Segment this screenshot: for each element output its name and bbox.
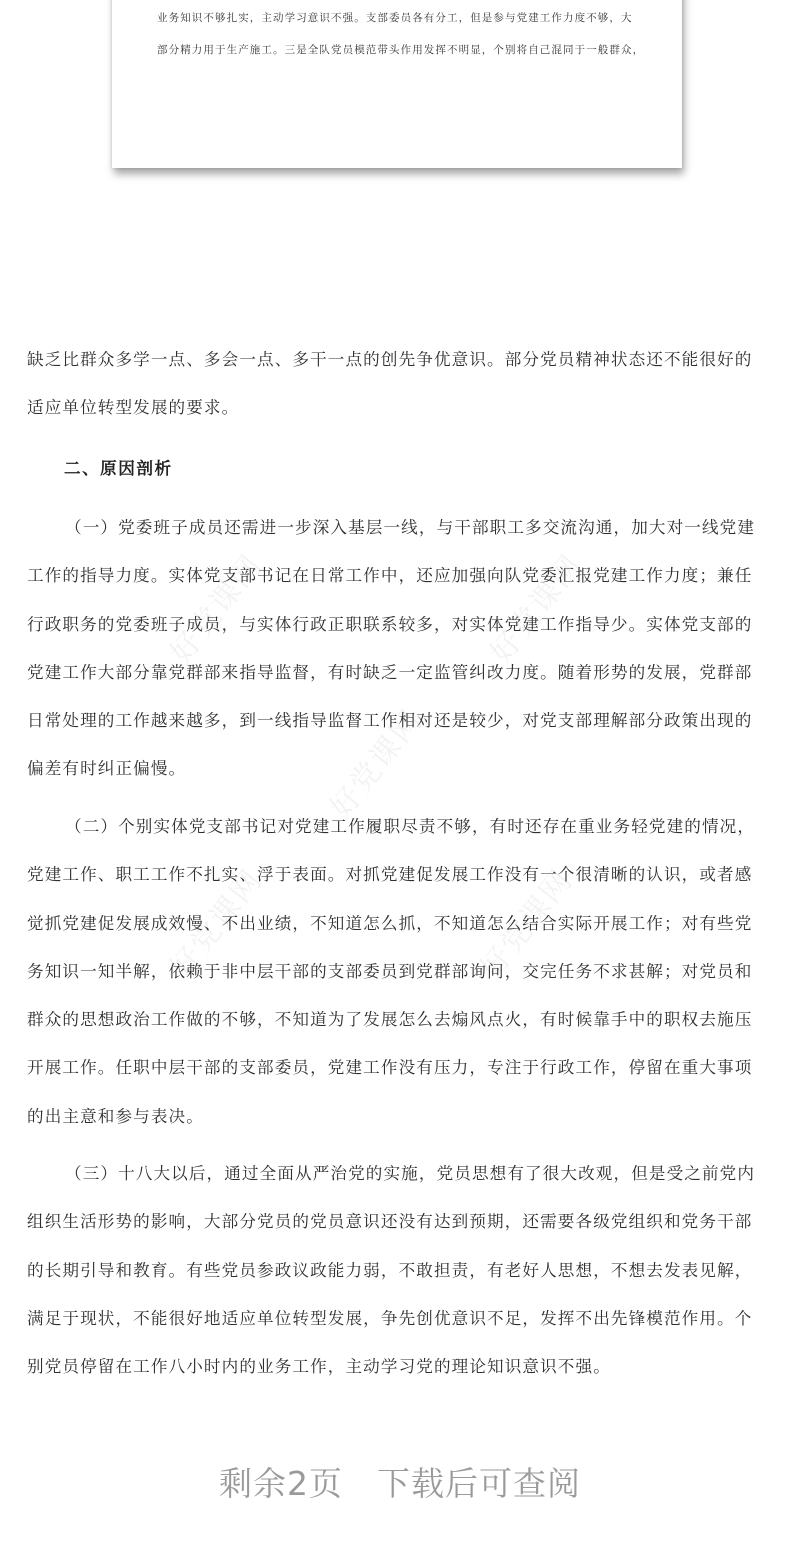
- text-line: 缺乏比群众多学一点、多会一点、多干一点的创先争优意识。部分党员精神状态还不能很好的: [27, 350, 753, 369]
- text-line: 行政职务的党委班子成员，与实体行政正职联系较多，对实体党建工作指导少。实体党支部的: [27, 615, 753, 634]
- watermark: 好党课网: [323, 702, 430, 826]
- text-line: 偏差有时纠正偏慢。: [27, 759, 187, 778]
- text-line: 党建工作大部分靠党群部来指导监督，有时缺乏一定监管纠改力度。随着形势的发展，党群部: [27, 663, 753, 682]
- text-line: 的长期引导和教育。有些党员参政议政能力弱，不敢担责，有老好人思想，不想去发表见解，: [27, 1261, 753, 1280]
- text-line: 的出主意和参与表决。: [27, 1107, 204, 1126]
- text-line: 党建工作、职工工作不扎实、浮于表面。对抓党建促发展工作没有一个很清晰的认识，或者感: [27, 865, 753, 884]
- text-line: 组织生活形势的影响，大部分党员的党员意识还没有达到预期，还需要各级党组织和党务干部: [27, 1212, 753, 1231]
- preview-line: 业务知识不够扎实，主动学习意识不强。支部委员各有分工，但是参与党建工作力度不够，大: [157, 12, 633, 24]
- watermark: 好党课网: [483, 547, 590, 671]
- text-line: 适应单位转型发展的要求。: [27, 398, 240, 417]
- text-line: 群众的思想政治工作做的不够，不知道为了发展怎么去煽风点火，有时候靠手中的职权去施压: [27, 1010, 753, 1029]
- text-line: （二）个别实体党支部书记对党建工作履职尽责不够，有时还存在重业务轻党建的情况，: [65, 817, 756, 836]
- download-label: 下载后可查阅: [377, 1464, 581, 1503]
- watermark: 好党课网: [473, 862, 580, 986]
- text-line: （三）十八大以后，通过全面从严治党的实施，党员思想有了很大改观，但是受之前党内: [65, 1164, 756, 1183]
- text-line: 务知识一知半解，依赖于非中层干部的支部委员到党群部询问，交完任务不求甚解；对党员和: [27, 962, 753, 981]
- watermark: 好党课网: [163, 862, 270, 986]
- text-line: 开展工作。任职中层干部的支部委员，党建工作没有压力，专注于行政工作，停留在重大事项: [27, 1058, 753, 1077]
- section-heading: 二、原因剖析: [64, 458, 173, 478]
- text-line: 满足于现状，不能很好地适应单位转型发展，争先创优意识不足，发挥不出先锋模范作用。个: [27, 1309, 753, 1328]
- watermark: 好党课网: [163, 547, 270, 671]
- text-line: 觉抓党建促发展成效慢、不出业绩，不知道怎么抓，不知道怎么结合实际开展工作；对有些党: [27, 914, 753, 933]
- text-line: （一）党委班子成员还需进一步深入基层一线，与干部职工多交流沟通，加大对一线党建: [65, 518, 756, 537]
- remaining-pages-label: 剩余2页: [219, 1464, 343, 1503]
- document-preview-page: [112, 0, 682, 168]
- preview-line: 部分精力用于生产施工。三是全队党员模范带头作用发挥不明显，个别将自己混同于一般群众，: [157, 44, 645, 56]
- text-line: 工作的指导力度。实体党支部书记在日常工作中，还应加强向队党委汇报党建工作力度；兼任: [27, 566, 753, 585]
- text-line: 别党员停留在工作八小时内的业务工作，主动学习党的理论知识意识不强。: [27, 1357, 611, 1376]
- download-to-read-more-button[interactable]: [0, 1458, 800, 1505]
- text-line: 日常处理的工作越来越多，到一线指导监督工作相对还是较少，对党支部理解部分政策出现的: [27, 711, 753, 730]
